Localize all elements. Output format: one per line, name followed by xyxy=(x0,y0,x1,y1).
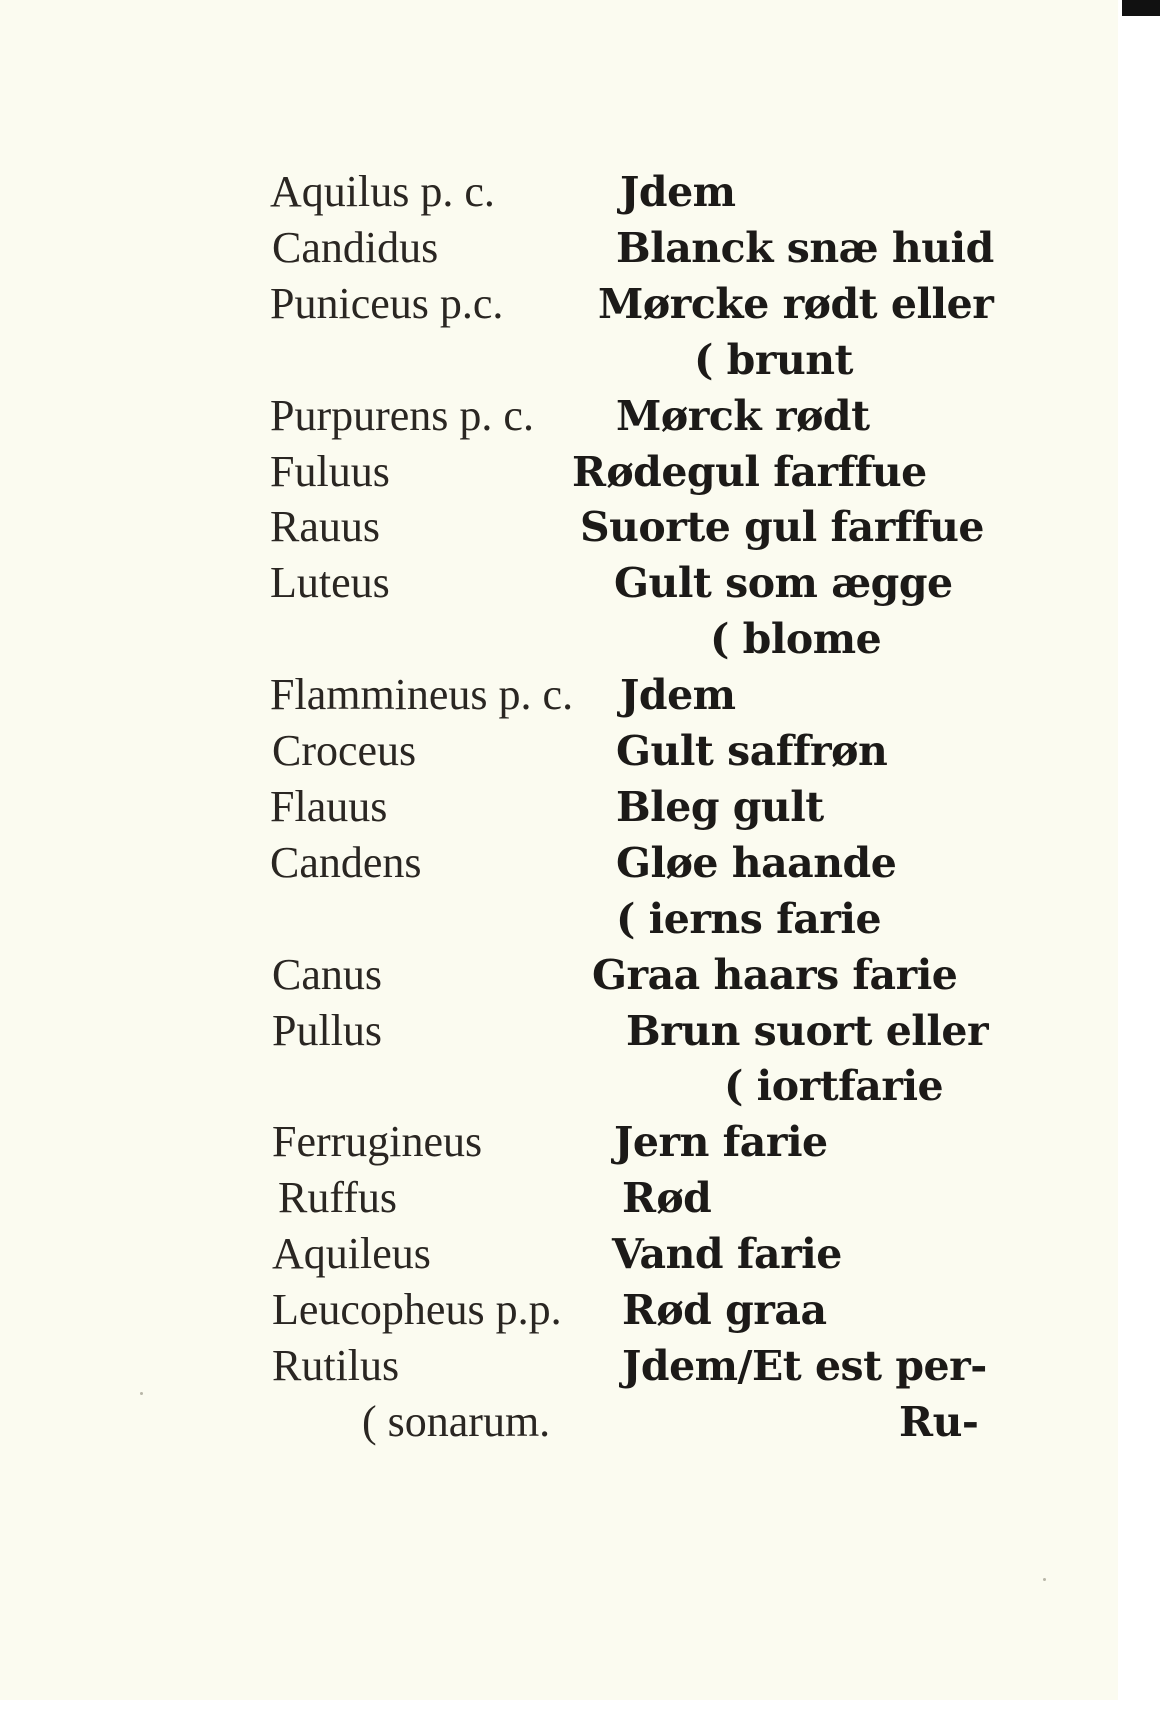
latin-term: Aquileus xyxy=(272,1229,431,1278)
danish-translation: Bleg gult xyxy=(616,783,824,831)
danish-translation: ( brunt xyxy=(694,336,853,384)
danish-translation: Jdem xyxy=(620,168,736,216)
danish-translation: Graa haars farie xyxy=(592,951,958,999)
glossary-line xyxy=(0,1338,1118,1394)
glossary-line xyxy=(0,611,1118,667)
latin-term: Fuluus xyxy=(270,447,390,496)
glossary-line xyxy=(0,1003,1118,1059)
glossary-line xyxy=(0,667,1118,723)
danish-translation: Gløe haande xyxy=(616,839,897,887)
latin-term: Pullus xyxy=(272,1006,383,1055)
danish-translation: Gult som ægge xyxy=(614,559,953,607)
latin-term: Rauus xyxy=(270,502,380,551)
latin-term: Flammineus p. c. xyxy=(270,670,574,719)
latin-term: Ferrugineus xyxy=(272,1117,483,1166)
glossary-line xyxy=(0,1282,1118,1338)
latin-term: Purpurens p. c. xyxy=(270,391,534,440)
latin-term: Luteus xyxy=(270,558,390,607)
latin-term: Leucopheus p.p. xyxy=(272,1285,562,1334)
glossary-line xyxy=(0,891,1118,947)
glossary-line xyxy=(0,1058,1118,1114)
danish-translation: Jdem xyxy=(620,671,736,719)
latin-term: Ruffus xyxy=(278,1173,397,1222)
danish-translation: Mørcke rødt eller xyxy=(598,280,994,328)
glossary-line xyxy=(0,1114,1118,1170)
danish-translation: ( blome xyxy=(710,615,882,663)
glossary-line xyxy=(0,276,1118,332)
danish-translation: Gult saffrøn xyxy=(616,727,888,775)
danish-translation: Rød graa xyxy=(622,1286,827,1334)
glossary-line xyxy=(0,444,1118,500)
latin-term: Candidus xyxy=(272,223,439,272)
danish-translation: Rød xyxy=(622,1174,712,1222)
glossary-line xyxy=(0,388,1118,444)
danish-translation: ( iortfarie xyxy=(724,1062,944,1110)
latin-term: ( sonarum. xyxy=(362,1397,551,1446)
glossary-line xyxy=(0,1170,1118,1226)
glossary-line xyxy=(0,1394,1118,1450)
glossary-line xyxy=(0,164,1118,220)
latin-term: Aquilus p. c. xyxy=(270,167,495,216)
glossary-line xyxy=(0,555,1118,611)
scan-bottom-margin xyxy=(0,1700,1160,1718)
glossary-line xyxy=(0,499,1118,555)
glossary-line xyxy=(0,332,1118,388)
latin-term: Puniceus p.c. xyxy=(270,279,504,328)
scan-corner-mark xyxy=(1122,0,1160,16)
glossary-line xyxy=(0,220,1118,276)
dust-speck xyxy=(140,1392,143,1395)
scan-right-margin xyxy=(1118,0,1160,1718)
glossary-line xyxy=(0,835,1118,891)
latin-term: Rutilus xyxy=(272,1341,400,1390)
latin-term: Candens xyxy=(270,838,422,887)
danish-translation: Suorte gul farffue xyxy=(580,503,984,551)
danish-translation: Rødegul farffue xyxy=(572,448,927,496)
danish-translation: Brun suort eller xyxy=(626,1007,989,1055)
glossary-line xyxy=(0,723,1118,779)
danish-translation: Jdem/Et est per- xyxy=(622,1342,987,1390)
danish-translation: Ru- xyxy=(899,1398,979,1446)
latin-term: Canus xyxy=(272,950,382,999)
danish-translation: Vand farie xyxy=(612,1230,842,1278)
glossary-line xyxy=(0,1226,1118,1282)
latin-term: Flauus xyxy=(270,782,388,831)
danish-translation: Blanck snæ huid xyxy=(616,224,994,272)
glossary-line xyxy=(0,779,1118,835)
glossary-line xyxy=(0,947,1118,1003)
danish-translation: ( ierns farie xyxy=(616,895,882,943)
danish-translation: Mørck rødt xyxy=(616,392,870,440)
danish-translation: Jern farie xyxy=(614,1118,828,1166)
dust-speck xyxy=(1043,1578,1046,1581)
latin-term: Croceus xyxy=(272,726,417,775)
